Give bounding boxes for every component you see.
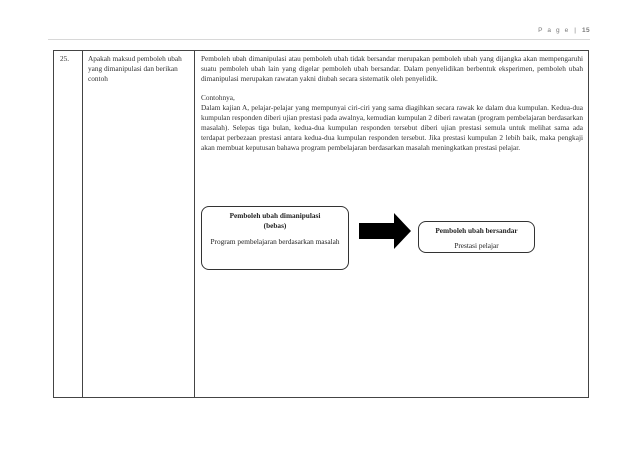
- content-table: [53, 50, 589, 398]
- page-separator: |: [574, 27, 578, 34]
- right-arrow-icon: [359, 212, 411, 250]
- variable-diagram: [54, 51, 590, 399]
- answer-example-label: Contohnya,: [201, 93, 235, 102]
- manipulated-variable-title: Pemboleh ubah dimanipulasi: [229, 211, 321, 220]
- header-rule: [48, 39, 590, 40]
- dependent-variable-example: Prestasi pelajar: [454, 241, 499, 250]
- dependent-variable-box: [418, 221, 535, 253]
- page-header: [538, 27, 590, 34]
- manipulated-variable-box: [201, 206, 349, 270]
- manipulated-variable-example: Program pembelajaran berdasarkan masalah: [210, 237, 340, 246]
- row-number: 25.: [60, 54, 70, 63]
- answer-definition: Pemboleh ubah dimanipulasi atau pemboleh ubah tidak bersandar merupakan pemboleh ubah yang dijangka akan mempengaruhi suatu pemboleh ubah lain yang digelar pemboleh ubah bersandar. Dalam penyelidikan berbentuk eksperimen, pemboleh ubah dimanipulasi merupakan rawatan yakni diubah secara sistematik oleh penyelidik.: [201, 54, 583, 83]
- answer-example: Dalam kajian A, pelajar-pelajar yang mempunyai ciri-ciri yang sama diagihkan secara rawak ke dalam dua kumpulan. Kedua-dua kumpulan responden diberi ujian prestasi pada awalnya, kemudian kumpulan 2 diberi rawatan (program pembelajaran berdasarkan masalah). Selepas tiga bulan, kedua-dua kumpulan responden tersebut diberi ujian prestasi semula untuk melihat sama ada terdapat perbezaan prestasi antara kedua-dua kumpulan responden tersebut. Jika prestasi kumpulan 2 lebih baik, maka pengkaji akan membuat keputusan bahawa program pembelajaran berdasarkan masalah meningkatkan prestasi pelajar.: [201, 103, 583, 152]
- page-label: P a g e: [538, 27, 570, 34]
- manipulated-variable-subtitle: (bebas): [263, 221, 287, 230]
- question-text: Apakah maksud pemboleh ubah yang dimanipulasi dan berikan contoh: [88, 54, 182, 83]
- page-number: 15: [581, 27, 590, 34]
- dependent-variable-title: Pemboleh ubah bersandar: [435, 226, 518, 235]
